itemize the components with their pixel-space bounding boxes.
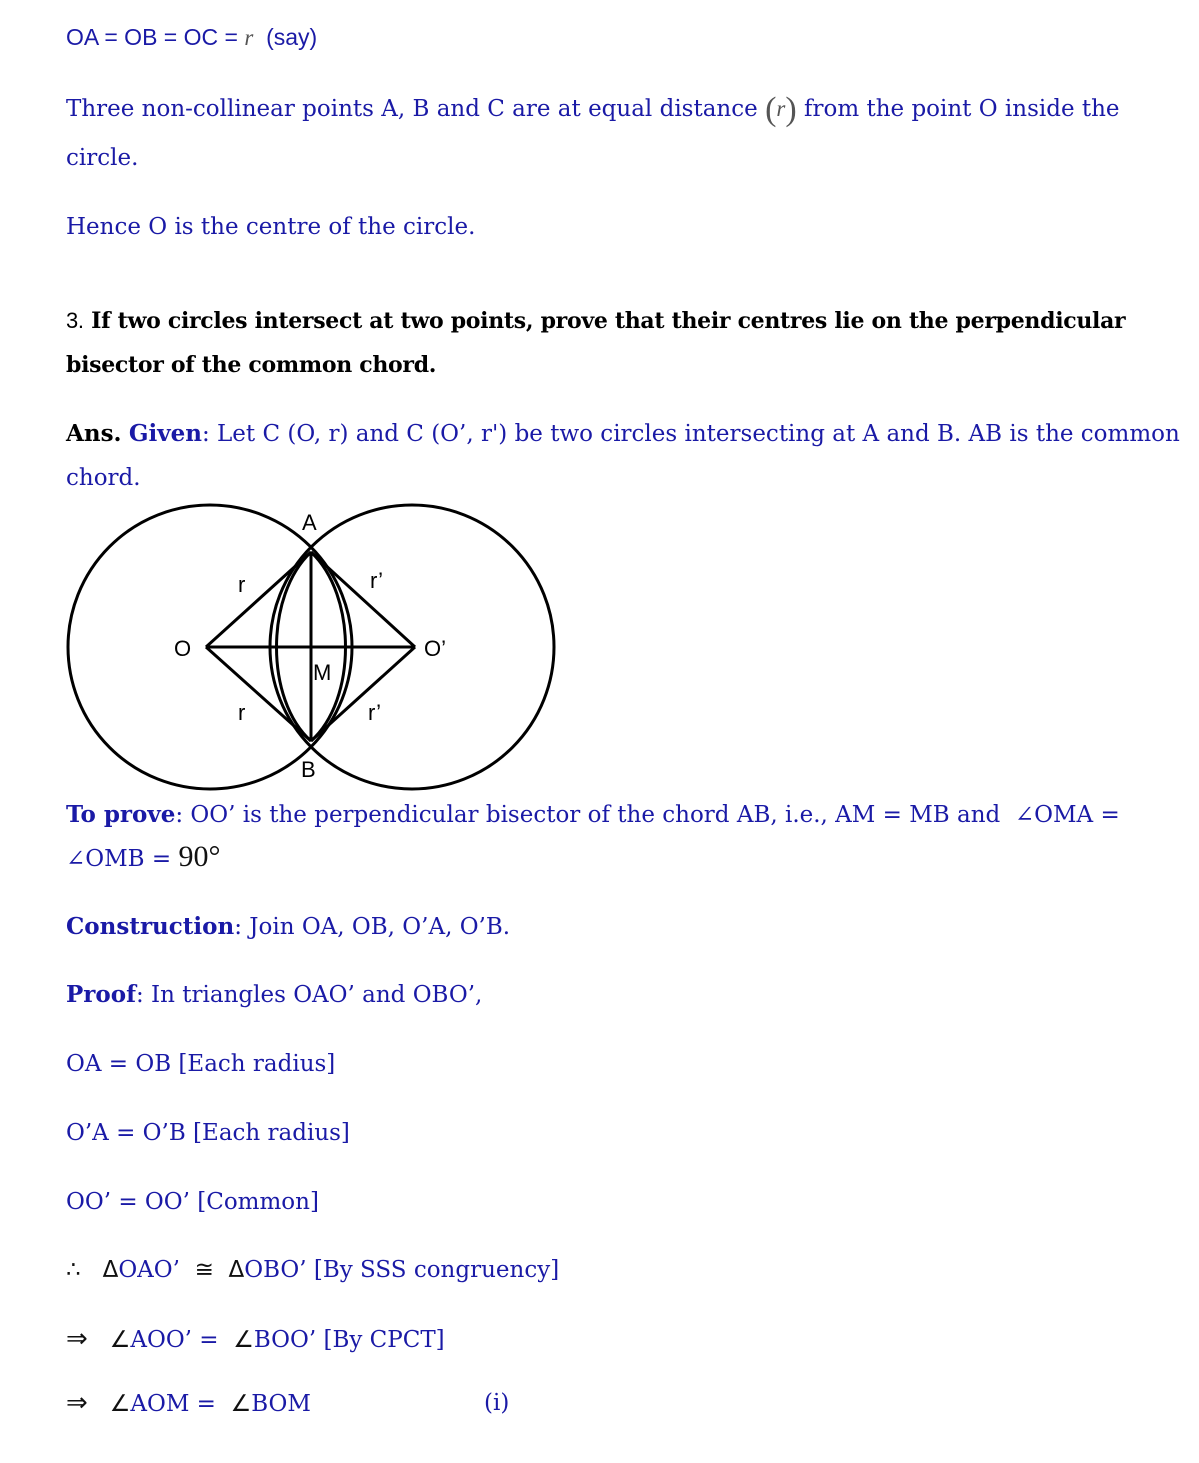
line-o-b: [206, 647, 311, 741]
equation-say: (say): [266, 24, 318, 50]
equation-variable: r: [244, 25, 254, 50]
implies-statement-2: [66, 1388, 311, 1419]
congruent-symbol: ≅: [194, 1257, 214, 1283]
ninety-degrees: 90°: [178, 840, 221, 873]
proof-step-3: OO’ = OO’ [Common]: [66, 1189, 319, 1215]
label-o: O: [174, 636, 192, 661]
question-line-2: bisector of the common chord.: [66, 352, 437, 378]
to-prove-label: To prove: [66, 801, 176, 828]
construction: [66, 912, 510, 942]
angle-aom: AOM =: [130, 1391, 216, 1417]
implies-statement-1: [66, 1324, 445, 1355]
label-a: A: [302, 510, 317, 535]
para1-end: from the point O inside the: [803, 96, 1120, 122]
given-label: Given: [128, 420, 202, 447]
paragraph-noncollinear-cont: circle.: [66, 145, 139, 171]
angle-symbol-1: ∠: [109, 1327, 131, 1353]
triangle-obo: OBO’ [By SSS congruency]: [244, 1257, 560, 1283]
left-paren: (: [765, 91, 777, 128]
triangle-symbol-1: Δ: [102, 1257, 119, 1283]
triangle-oao: OAO’: [118, 1257, 180, 1283]
triangle-symbol-2: Δ: [228, 1257, 245, 1283]
question-line-1: [66, 306, 1125, 336]
label-b: B: [301, 757, 316, 782]
congruency-statement: [66, 1255, 559, 1285]
angle-boo: BOO’ [By CPCT]: [253, 1327, 445, 1353]
equation-text: OA = OB = OC =: [66, 24, 245, 50]
given-text: : Let C (O, r) and C (O’, r') be two circles intersecting at A and B. AB is the common: [201, 421, 1180, 447]
question-text-1: If two circles intersect at two points, prove that their centres lie on the perpendicular: [91, 308, 1126, 334]
angle-omb: ∠OMB =: [66, 846, 172, 872]
proof-label: Proof: [66, 981, 136, 1008]
implies-symbol-2: ⇒: [66, 1388, 88, 1418]
answer-given-cont: chord.: [66, 465, 141, 491]
equation-tag-i: (i): [484, 1390, 510, 1416]
para1-variable: r: [776, 96, 786, 121]
proof-step-1: OA = OB [Each radius]: [66, 1051, 336, 1077]
label-o-prime: O’: [424, 636, 446, 661]
angle-symbol-2: ∠: [233, 1327, 254, 1353]
to-prove-cont: [66, 842, 220, 874]
to-prove-text: : OO’ is the perpendicular bisector of the chord AB, i.e., AM = MB and: [175, 802, 1001, 828]
label-r-bottom-right: r’: [368, 700, 382, 725]
construction-text: : Join OA, OB, O’A, O’B.: [234, 914, 511, 940]
label-m: M: [313, 660, 332, 685]
label-r-top-left: r: [238, 572, 246, 597]
proof: [66, 980, 482, 1010]
angle-oma: ∠OMA =: [1014, 802, 1120, 828]
equation-radius: [66, 22, 317, 53]
angle-symbol-4: ∠: [230, 1391, 252, 1417]
proof-text: : In triangles OAO’ and OBO’,: [136, 982, 483, 1008]
intersecting-circles-diagram: [60, 500, 560, 800]
therefore-symbol: ∴: [66, 1257, 81, 1283]
right-paren: ): [785, 91, 797, 128]
line-o2-a: [311, 552, 415, 647]
conclusion-centre: Hence O is the centre of the circle.: [66, 214, 476, 240]
answer-given: [66, 419, 1180, 449]
paragraph-noncollinear: [66, 91, 1120, 128]
angle-aoo: AOO’ =: [130, 1327, 219, 1353]
ans-label: Ans.: [66, 420, 122, 447]
angle-symbol-3: ∠: [109, 1391, 131, 1417]
to-prove: [66, 800, 1120, 830]
proof-step-2: O’A = O’B [Each radius]: [66, 1120, 350, 1146]
question-number: 3.: [66, 308, 84, 333]
construction-label: Construction: [66, 913, 235, 940]
line-o-a: [206, 552, 311, 647]
angle-bom: BOM: [251, 1391, 311, 1417]
label-r-bottom-left: r: [238, 700, 246, 725]
para1-start: Three non-collinear points A, B and C are at equal distance: [66, 96, 758, 122]
label-r-top-right: r’: [370, 568, 384, 593]
implies-symbol-1: ⇒: [66, 1324, 88, 1354]
